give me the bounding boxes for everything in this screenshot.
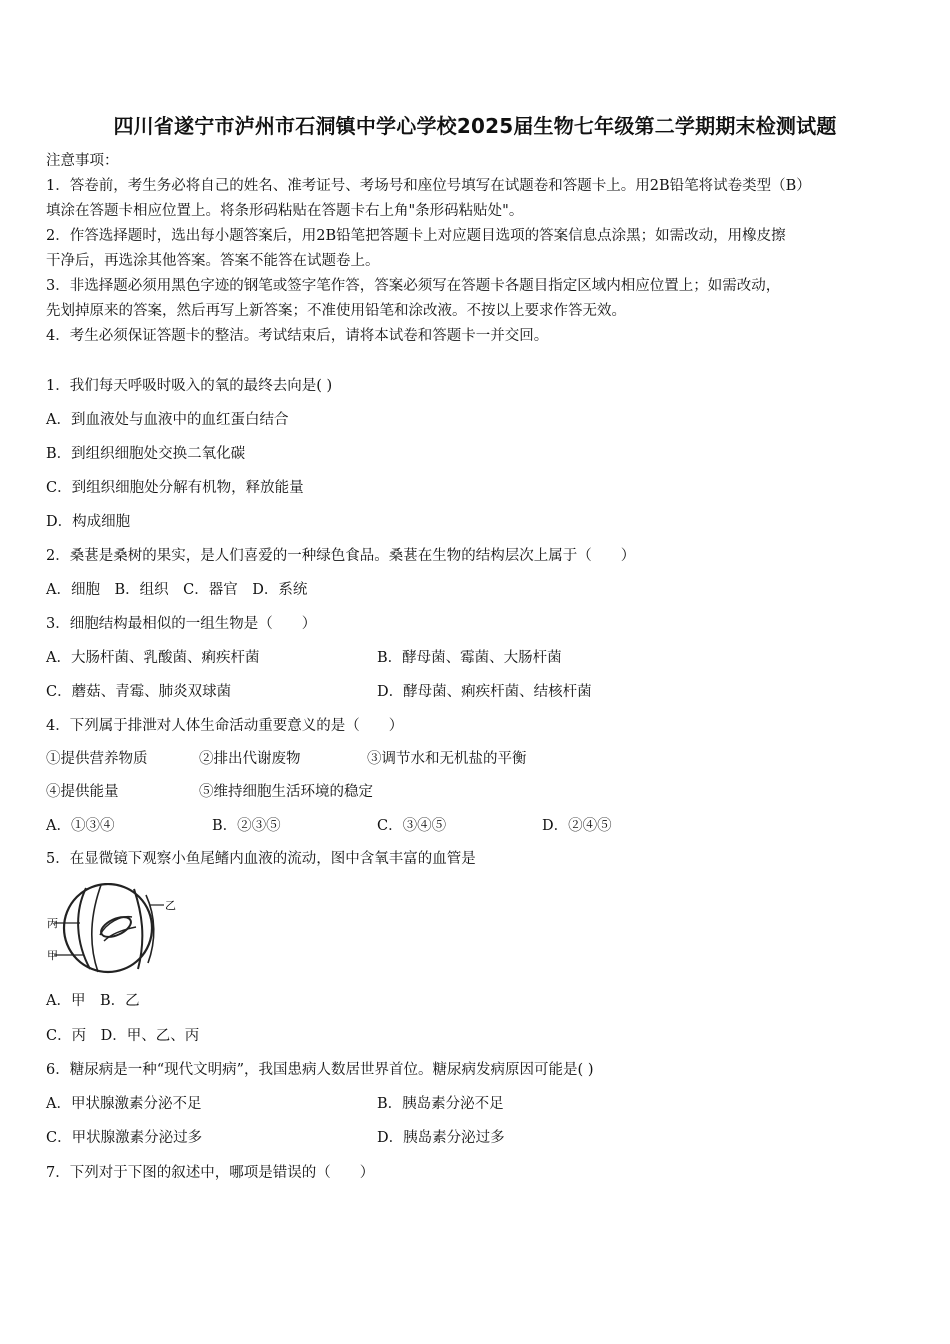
notice-line-2: 填涂在答题卡相应位置上。将条形码粘贴在答题卡右上角"条形码粘贴处"。 <box>46 203 524 219</box>
q1-stem: 1．我们每天呼吸时吸入的氧的最终去向是( ) <box>46 378 333 394</box>
notice-line-5: 3．非选择题必须用黑色字迹的钢笔或签字笔作答，答案必须写在答题卡各题目指定区域内相应位置上；如需改动， <box>46 278 781 294</box>
q3-option-c: C．蘑菇、青霉、肺炎双球菌 <box>46 684 232 700</box>
q2-stem: 2．桑葚是桑树的果实，是人们喜爱的一种绿色食品。桑葚在生物的结构层次上属于（ ） <box>46 548 636 564</box>
q7-stem: 7．下列对于下图的叙述中，哪项是错误的（ ） <box>46 1165 375 1181</box>
q5-stem: 5．在显微镜下观察小鱼尾鳍内血液的流动，图中含氧丰富的血管是 <box>46 851 476 867</box>
q1-option-b: B．到组织细胞处交换二氧化碳 <box>46 446 246 462</box>
figure-label-jia: 甲 <box>47 949 58 962</box>
notice-line-4: 干净后，再选涂其他答案。答案不能答在试题卷上。 <box>46 253 380 269</box>
notice-line-6: 先划掉原来的答案，然后再写上新答案；不准使用铅笔和涂改液。不按以上要求作答无效。 <box>46 303 626 319</box>
q4-statement-3: ③调节水和无机盐的平衡 <box>367 751 527 767</box>
q4-option-d: D．②④⑤ <box>542 818 612 834</box>
q4-option-a: A．①③④ <box>46 818 115 834</box>
q4-statement-1: ①提供营养物质 <box>46 751 148 767</box>
figure-label-yi: 乙 <box>165 899 176 912</box>
q4-option-b: B．②③⑤ <box>212 818 281 834</box>
q2-options: A．细胞 B．组织 C．器官 D．系统 <box>46 582 308 598</box>
q1-option-a: A．到血液处与血液中的血红蛋白结合 <box>46 412 289 428</box>
q1-option-d: D．构成细胞 <box>46 514 131 530</box>
q4-stem: 4．下列属于排泄对人体生命活动重要意义的是（ ） <box>46 718 404 734</box>
q3-option-d: D．酵母菌、痢疾杆菌、结核杆菌 <box>377 684 592 700</box>
figure-label-bing: 丙 <box>47 917 58 930</box>
fish-tail-blood-vessel-figure <box>46 883 181 978</box>
q6-stem: 6．糖尿病是一种“现代文明病”，我国患病人数居世界首位。糖尿病发病原因可能是( ) <box>46 1062 594 1078</box>
q3-stem: 3．细胞结构最相似的一组生物是（ ） <box>46 616 317 632</box>
q4-statement-2: ②排出代谢废物 <box>199 751 301 767</box>
q5-options-cd: C．丙 D．甲、乙、丙 <box>46 1028 200 1044</box>
q4-statement-5: ⑤维持细胞生活环境的稳定 <box>199 784 373 800</box>
notice-heading: 注意事项： <box>46 153 119 169</box>
q3-option-b: B．酵母菌、霉菌、大肠杆菌 <box>377 650 562 666</box>
q6-option-b: B．胰岛素分泌不足 <box>377 1096 504 1112</box>
notice-line-1: 1．答卷前，考生务必将自己的姓名、准考证号、考场号和座位号填写在试题卷和答题卡上。用2B铅笔将试卷类型（B） <box>46 178 811 194</box>
q3-option-a: A．大肠杆菌、乳酸菌、痢疾杆菌 <box>46 650 260 666</box>
notice-line-7: 4．考生必须保证答题卡的整洁。考试结束后，请将本试卷和答题卡一并交回。 <box>46 328 549 344</box>
q6-option-c: C．甲状腺激素分泌过多 <box>46 1130 203 1146</box>
q4-statement-4: ④提供能量 <box>46 784 119 800</box>
notice-line-3: 2．作答选择题时，选出每小题答案后，用2B铅笔把答题卡上对应题目选项的答案信息点涂黑；如需改动，用橡皮擦 <box>46 228 786 244</box>
q5-options-ab: A．甲 B．乙 <box>46 993 140 1009</box>
q6-option-a: A．甲状腺激素分泌不足 <box>46 1096 202 1112</box>
q4-option-c: C．③④⑤ <box>377 818 447 834</box>
q1-option-c: C．到组织细胞处分解有机物，释放能量 <box>46 480 304 496</box>
exam-title: 四川省遂宁市泸州市石洞镇中学心学校2025届生物七年级第二学期期末检测试题 <box>113 114 837 138</box>
q6-option-d: D．胰岛素分泌过多 <box>377 1130 505 1146</box>
